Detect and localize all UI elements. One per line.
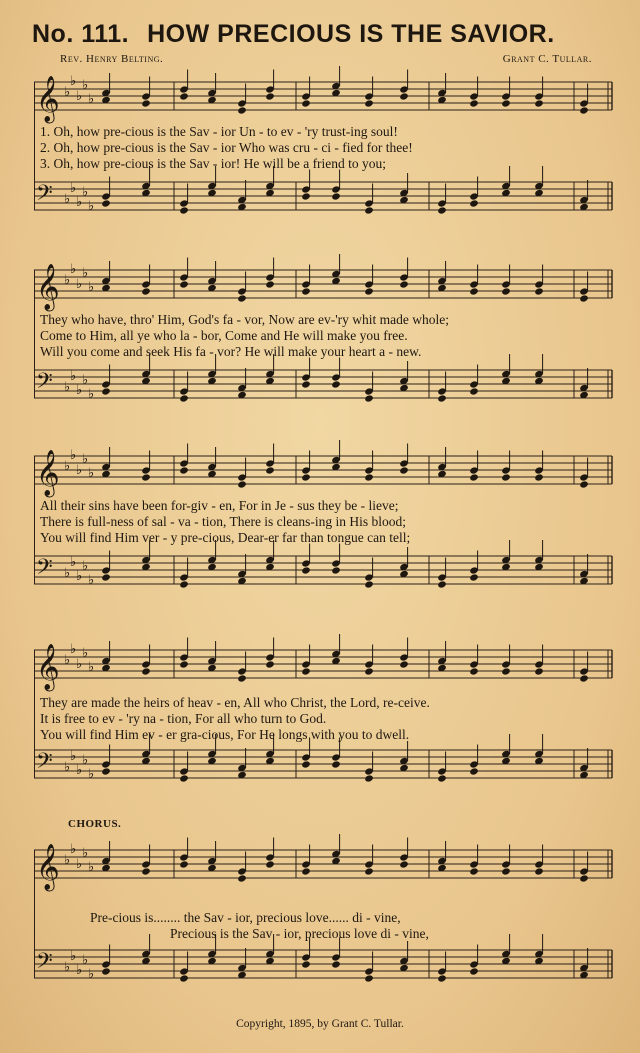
copyright: Copyright, 1895, by Grant C. Tullar. (236, 1018, 404, 1030)
treble-staff (34, 634, 612, 692)
bass-clef-icon: 𝄢 (36, 949, 53, 979)
bass-staff (34, 354, 612, 403)
flat-icon: ♭ (88, 466, 95, 481)
note-head-icon (534, 473, 544, 481)
flat-icon: ♭ (88, 573, 95, 588)
note-head-icon (469, 867, 479, 875)
flat-icon: ♭ (70, 642, 77, 657)
note-head-icon (179, 774, 189, 782)
note-head-icon (579, 480, 589, 488)
verse-line-3-2: There is full-ness of sal - va - tion, There is cleans-ing in His blood; (40, 514, 407, 529)
flat-icon: ♭ (70, 262, 77, 277)
note-head-icon (179, 92, 189, 100)
note-head-icon (179, 580, 189, 588)
note-head-icon (501, 99, 511, 107)
note-head-icon (364, 473, 374, 481)
flat-icon: ♭ (64, 192, 71, 207)
flat-icon: ♭ (76, 963, 83, 978)
note-head-icon (364, 287, 374, 295)
flat-icon: ♭ (88, 967, 95, 982)
note-head-icon (301, 99, 311, 107)
treble-staff (34, 254, 612, 312)
flat-icon: ♭ (82, 753, 89, 768)
verse-line-3-1: All their sins have been for-giv - en, For in Je - sus they be - lieve; (40, 498, 399, 513)
note-head-icon (364, 774, 374, 782)
bass-staff (34, 540, 612, 589)
verse-line-2-1: They who have, thro' Him, God's fa - vor, Now are ev-'ry whit made whole; (40, 312, 450, 327)
note-head-icon (437, 394, 447, 402)
note-head-icon (399, 860, 409, 868)
verse-line-2-3: Will you come and seek His fa - vor? He will make your heart a - new. (40, 344, 422, 359)
lyricist-credit: Rev. Henry Belting. (60, 53, 164, 65)
note-head-icon (399, 660, 409, 668)
note-head-icon (301, 760, 311, 768)
note-head-icon (331, 760, 341, 768)
flat-icon: ♭ (64, 273, 71, 288)
note-head-icon (364, 580, 374, 588)
flat-icon: ♭ (88, 387, 95, 402)
note-head-icon (301, 473, 311, 481)
note-head-icon (437, 206, 447, 214)
note-head-icon (179, 206, 189, 214)
note-head-icon (301, 667, 311, 675)
note-head-icon (265, 660, 275, 668)
flat-icon: ♭ (82, 373, 89, 388)
note-head-icon (141, 867, 151, 875)
note-head-icon (469, 767, 479, 775)
note-head-icon (179, 394, 189, 402)
flat-icon: ♭ (82, 846, 89, 861)
hymn-title-line (32, 20, 555, 49)
flat-icon: ♭ (88, 860, 95, 875)
note-head-icon (301, 192, 311, 200)
chorus-line-2: Precious is the Sav - ior, precious love di - vine, (170, 926, 429, 941)
flat-icon: ♭ (70, 369, 77, 384)
note-head-icon (364, 394, 374, 402)
flat-icon: ♭ (88, 199, 95, 214)
flat-icon: ♭ (76, 277, 83, 292)
flat-icon: ♭ (64, 960, 71, 975)
note-head-icon (331, 960, 341, 968)
treble-clef-icon: 𝄞 (36, 844, 60, 890)
note-head-icon (179, 280, 189, 288)
note-head-icon (237, 480, 247, 488)
flat-icon: ♭ (76, 89, 83, 104)
note-head-icon (469, 387, 479, 395)
flat-icon: ♭ (88, 280, 95, 295)
note-head-icon (501, 287, 511, 295)
note-head-icon (301, 960, 311, 968)
note-head-icon (364, 206, 374, 214)
treble-staff (34, 66, 612, 124)
verse-line-4-3: You will find Him ev - er gra-cious, For He longs with you to dwell. (40, 727, 410, 742)
verse-line-1-1: 1. Oh, how pre-cious is the Sav - ior Un - to ev - 'ry trust-ing soul! (40, 124, 398, 139)
note-head-icon (501, 667, 511, 675)
flat-icon: ♭ (88, 660, 95, 675)
bass-clef-icon: 𝄢 (36, 555, 53, 585)
note-head-icon (469, 199, 479, 207)
note-head-icon (101, 199, 111, 207)
flat-icon: ♭ (64, 566, 71, 581)
note-head-icon (237, 674, 247, 682)
note-head-icon (534, 667, 544, 675)
note-head-icon (301, 287, 311, 295)
flat-icon: ♭ (64, 459, 71, 474)
verse-line-2-2: Come to Him, all ye who la - bor, Come and He will make you free. (40, 328, 408, 343)
note-head-icon (469, 573, 479, 581)
note-head-icon (141, 287, 151, 295)
note-head-icon (141, 99, 151, 107)
flat-icon: ♭ (82, 266, 89, 281)
flat-icon: ♭ (76, 195, 83, 210)
note-head-icon (265, 280, 275, 288)
flat-icon: ♭ (82, 452, 89, 467)
note-head-icon (141, 667, 151, 675)
note-head-icon (101, 573, 111, 581)
note-head-icon (579, 874, 589, 882)
bass-staff (34, 166, 612, 215)
chorus-line-1: Pre-cious is........ the Sav - ior, precious love...... di - vine, (90, 910, 401, 925)
flat-icon: ♭ (82, 78, 89, 93)
treble-staff (34, 834, 612, 892)
note-head-icon (331, 380, 341, 388)
note-head-icon (179, 860, 189, 868)
composer-credit: Grant C. Tullar. (502, 53, 592, 65)
note-head-icon (469, 967, 479, 975)
verse-line-4-1: They are made the heirs of heav - en, All who Christ, the Lord, re-ceive. (40, 695, 430, 710)
note-head-icon (469, 667, 479, 675)
note-head-icon (469, 287, 479, 295)
treble-clef-icon: 𝄞 (36, 644, 60, 690)
flat-icon: ♭ (70, 749, 77, 764)
note-head-icon (534, 867, 544, 875)
note-head-icon (469, 99, 479, 107)
flat-icon: ♭ (64, 760, 71, 775)
note-head-icon (534, 287, 544, 295)
note-head-icon (579, 674, 589, 682)
flat-icon: ♭ (82, 953, 89, 968)
note-head-icon (399, 466, 409, 474)
note-head-icon (237, 874, 247, 882)
note-head-icon (179, 660, 189, 668)
flat-icon: ♭ (76, 763, 83, 778)
note-head-icon (265, 92, 275, 100)
flat-icon: ♭ (70, 842, 77, 857)
flat-icon: ♭ (88, 767, 95, 782)
flat-icon: ♭ (64, 653, 71, 668)
flat-icon: ♭ (76, 657, 83, 672)
flat-icon: ♭ (64, 853, 71, 868)
note-head-icon (364, 867, 374, 875)
note-head-icon (501, 867, 511, 875)
note-head-icon (301, 566, 311, 574)
note-head-icon (364, 99, 374, 107)
flat-icon: ♭ (70, 448, 77, 463)
note-head-icon (579, 106, 589, 114)
note-head-icon (301, 380, 311, 388)
note-head-icon (501, 473, 511, 481)
flat-icon: ♭ (82, 185, 89, 200)
bass-clef-icon: 𝄢 (36, 369, 53, 399)
note-head-icon (364, 667, 374, 675)
treble-staff (34, 440, 612, 498)
treble-clef-icon: 𝄞 (36, 264, 60, 310)
flat-icon: ♭ (70, 74, 77, 89)
hymn-title: HOW PRECIOUS IS THE SAVIOR. (147, 20, 555, 48)
note-head-icon (331, 192, 341, 200)
note-head-icon (179, 974, 189, 982)
chorus-label: CHORUS. (68, 818, 122, 830)
flat-icon: ♭ (70, 181, 77, 196)
hymn-number: No. 111. (32, 20, 130, 48)
flat-icon: ♭ (82, 559, 89, 574)
flat-icon: ♭ (70, 555, 77, 570)
flat-icon: ♭ (64, 380, 71, 395)
note-head-icon (265, 860, 275, 868)
verse-line-4-2: It is free to ev - 'ry na - tion, For all who turn to God. (40, 711, 327, 726)
note-head-icon (141, 473, 151, 481)
verse-line-1-2: 2. Oh, how pre-cious is the Sav - ior Who was cru - ci - fied for thee! (40, 140, 413, 155)
note-head-icon (399, 280, 409, 288)
note-head-icon (237, 106, 247, 114)
flat-icon: ♭ (70, 949, 77, 964)
note-head-icon (469, 473, 479, 481)
note-head-icon (237, 294, 247, 302)
note-head-icon (534, 99, 544, 107)
flat-icon: ♭ (76, 857, 83, 872)
bass-clef-icon: 𝄢 (36, 181, 53, 211)
flat-icon: ♭ (64, 85, 71, 100)
verse-line-1-3: 3. Oh, how pre-cious is the Sav - ior! He will be a friend to you; (40, 156, 387, 171)
note-head-icon (399, 92, 409, 100)
note-head-icon (437, 774, 447, 782)
note-head-icon (364, 974, 374, 982)
note-head-icon (437, 974, 447, 982)
note-head-icon (437, 580, 447, 588)
treble-clef-icon: 𝄞 (36, 450, 60, 496)
note-head-icon (331, 566, 341, 574)
note-head-icon (179, 466, 189, 474)
flat-icon: ♭ (76, 463, 83, 478)
verse-line-3-3: You will find Him ver - y pre-cious, Dear-er far than tongue can tell; (40, 530, 411, 545)
bass-clef-icon: 𝄢 (36, 749, 53, 779)
note-head-icon (265, 466, 275, 474)
note-head-icon (101, 967, 111, 975)
note-head-icon (101, 767, 111, 775)
flat-icon: ♭ (76, 383, 83, 398)
note-head-icon (301, 867, 311, 875)
treble-clef-icon: 𝄞 (36, 76, 60, 122)
note-head-icon (101, 387, 111, 395)
note-head-icon (579, 294, 589, 302)
flat-icon: ♭ (82, 646, 89, 661)
flat-icon: ♭ (88, 92, 95, 107)
flat-icon: ♭ (76, 569, 83, 584)
